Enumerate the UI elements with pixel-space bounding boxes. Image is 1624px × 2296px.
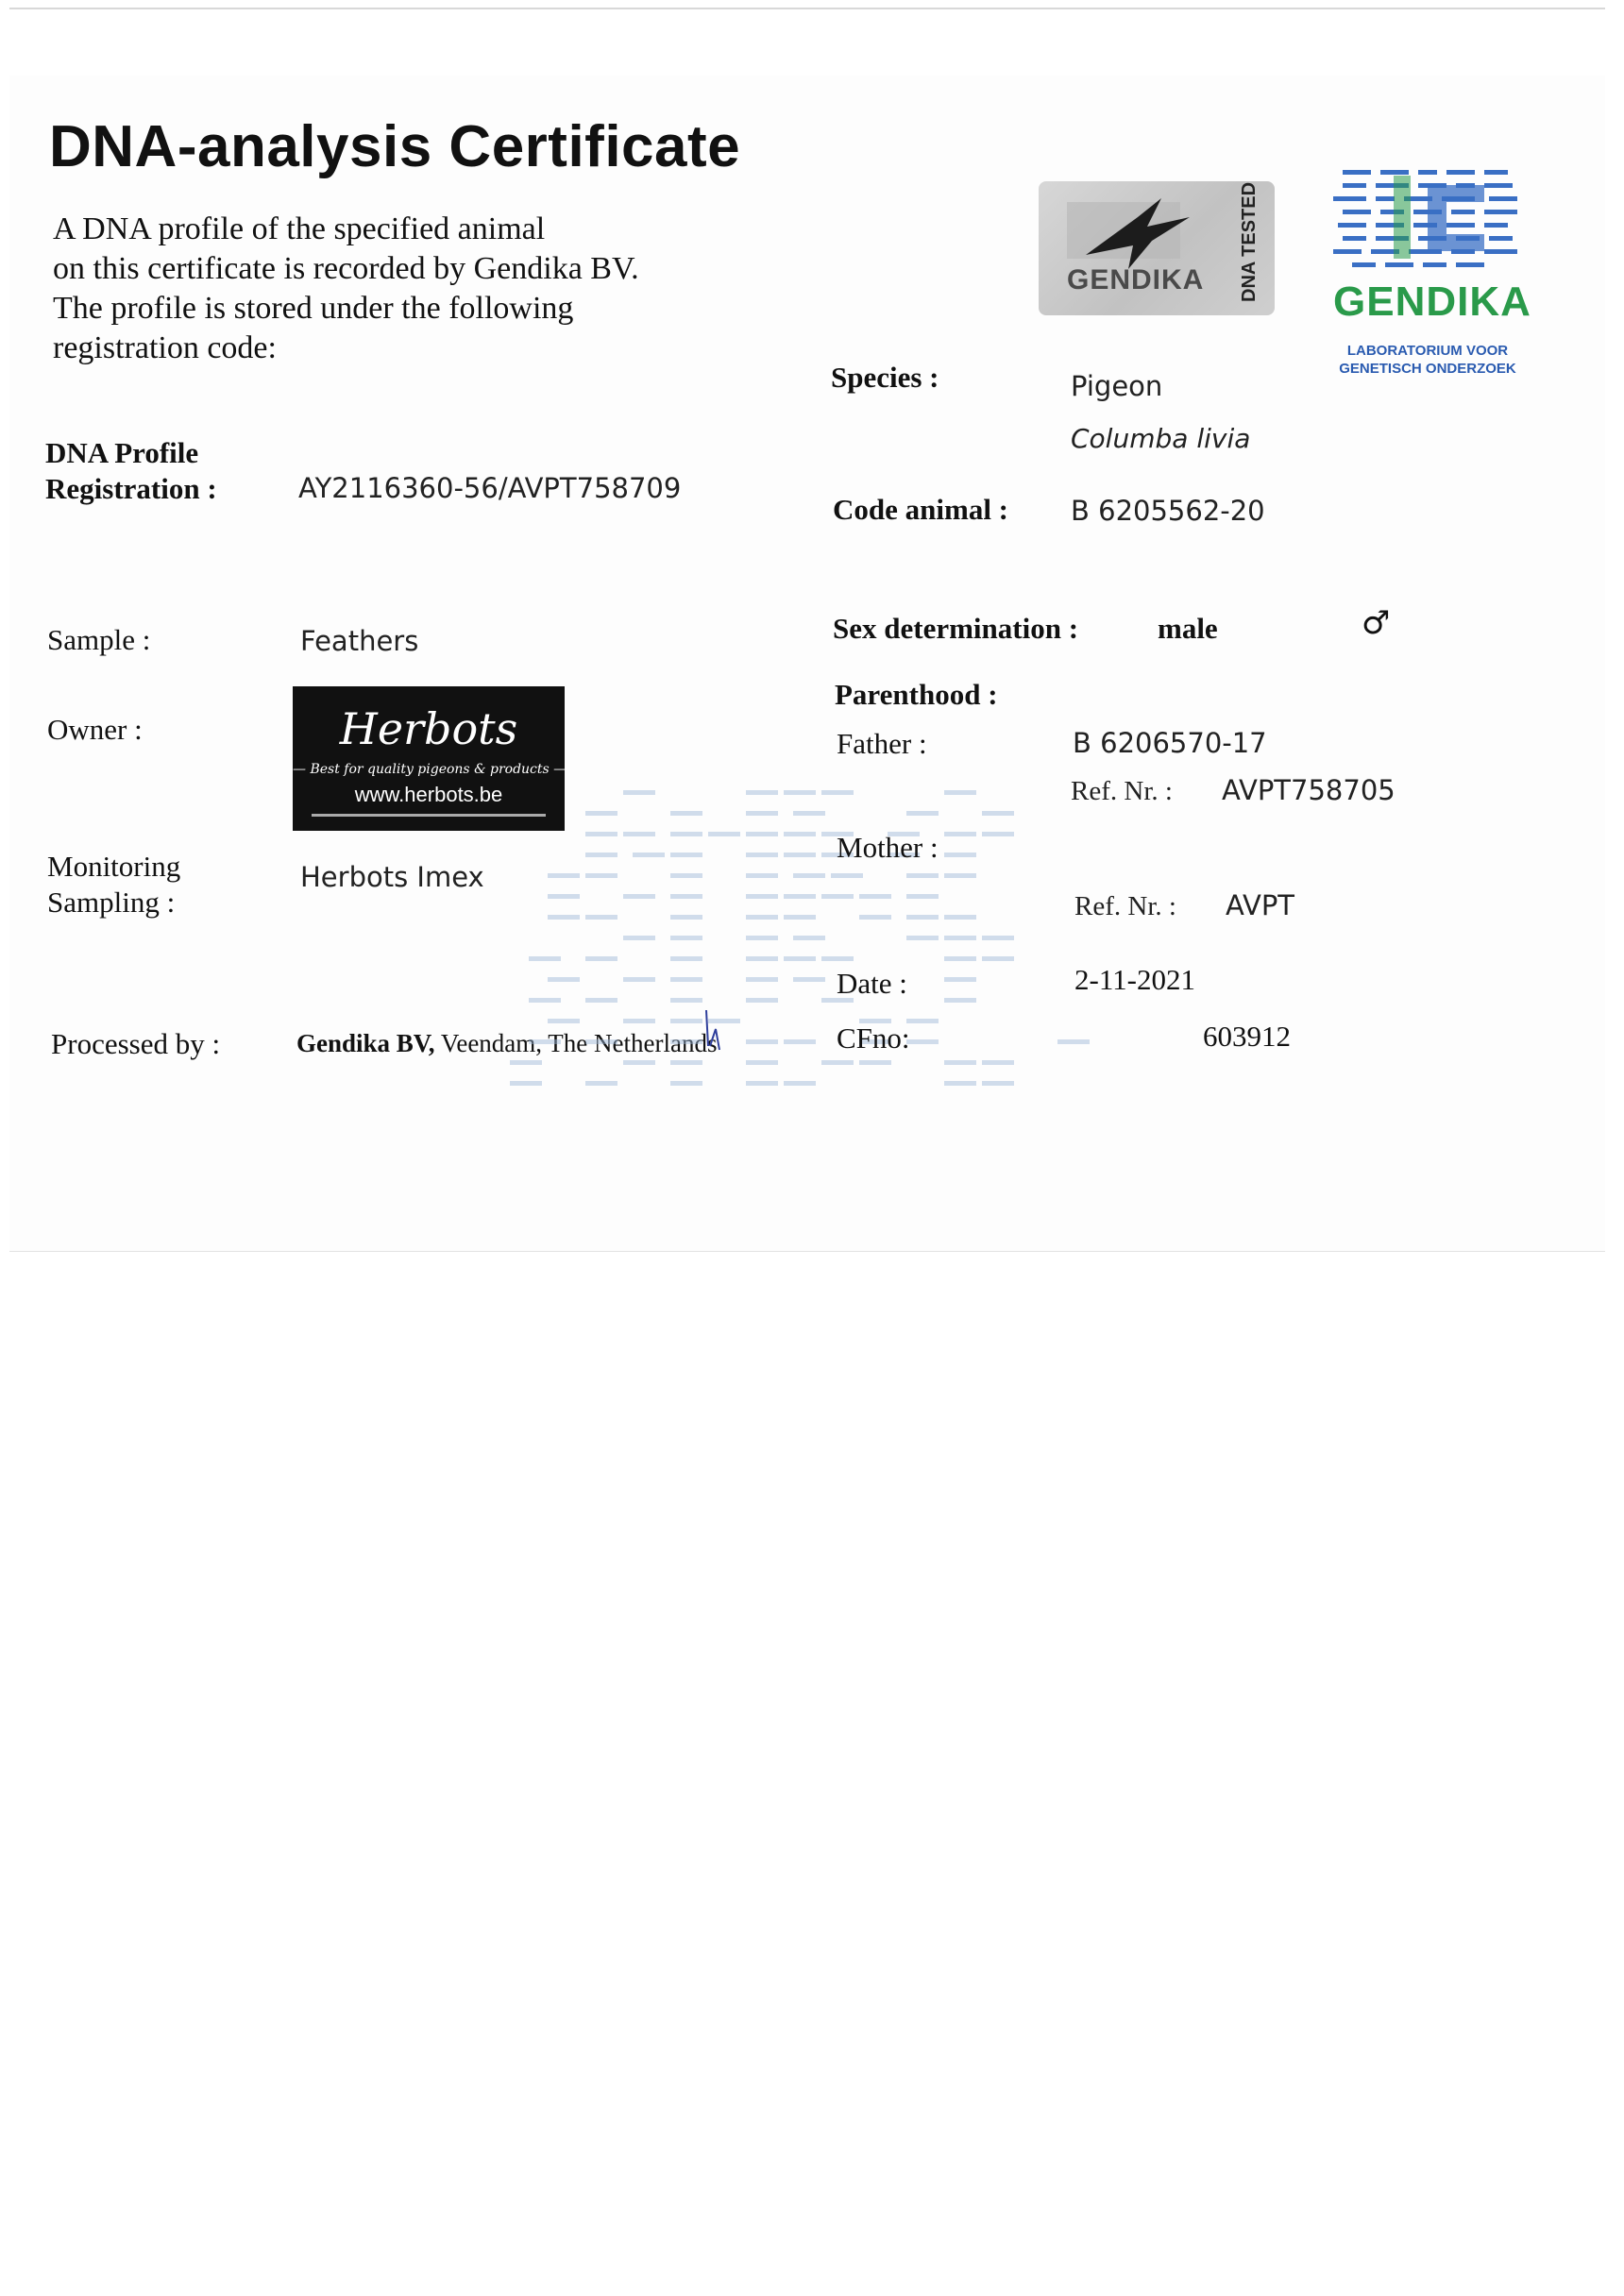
monitoring-label: Monitoring <box>47 850 181 883</box>
species-latin: Columba livia <box>1071 423 1251 454</box>
father-label: Father : <box>837 727 927 760</box>
certificate-intro <box>53 210 733 368</box>
gendika-watermark-icon <box>510 769 1114 1142</box>
owner-label: Owner : <box>47 713 143 746</box>
dna-tested-seal <box>1039 181 1275 315</box>
herbots-url: www.herbots.be <box>354 783 503 806</box>
father-value: B 6206570-17 <box>1073 727 1267 759</box>
mother-ref-label: Ref. Nr. : <box>1074 891 1176 921</box>
species-label: Species : <box>831 361 939 394</box>
registration-code: AY2116360-56/AVPT758709 <box>298 472 682 504</box>
intro-line: registration code: <box>53 330 277 365</box>
seal-side: DNA TESTED <box>1239 181 1260 302</box>
date-value: 2-11-2021 <box>1074 963 1195 996</box>
parenthood-label: Parenthood : <box>835 678 998 711</box>
intro-line: The profile is stored under the following <box>53 291 574 326</box>
species-value: Pigeon <box>1071 370 1163 402</box>
certificate-title: DNA-analysis Certificate <box>49 114 741 179</box>
herbots-name: Herbots <box>339 703 518 754</box>
processed-place: Veendam, The Netherlands <box>434 1029 718 1057</box>
cfno-value: 603912 <box>1203 1020 1291 1053</box>
dna-profile-label: DNA Profile <box>45 436 199 469</box>
intro-line: on this certificate is recorded by Gendika BV. <box>53 251 639 286</box>
herbots-tagline: — Best for quality pigeons & products — <box>293 762 567 777</box>
sample-label: Sample : <box>47 623 151 656</box>
father-ref-value: AVPT758705 <box>1222 774 1396 806</box>
monitoring-value: Herbots Imex <box>300 861 484 893</box>
registration-label: Registration : <box>45 472 217 505</box>
processed-company: Gendika BV, <box>296 1029 435 1057</box>
mother-ref-value: AVPT <box>1226 889 1295 921</box>
male-symbol-icon: ♂ <box>1362 604 1391 642</box>
gendika-wordmark: GENDIKA <box>1333 279 1531 325</box>
code-animal-label: Code animal : <box>833 493 1008 526</box>
father-ref-label: Ref. Nr. : <box>1071 776 1173 806</box>
mother-label: Mother : <box>837 831 939 864</box>
gendika-logo-icon <box>1333 166 1522 272</box>
intro-line: A DNA profile of the specified animal <box>53 211 546 246</box>
sex-label: Sex determination : <box>833 612 1079 645</box>
date-label: Date : <box>837 967 907 1000</box>
sample-value: Feathers <box>300 625 419 657</box>
gendika-subtitle: LABORATORIUM VOOR GENETISCH ONDERZOEK <box>1339 343 1516 377</box>
cfno-label: CFno: <box>837 1021 910 1055</box>
sex-value: male <box>1158 612 1218 645</box>
processed-label: Processed by : <box>51 1027 221 1060</box>
scan-edge-top <box>9 8 1605 9</box>
code-animal-value: B 6205562-20 <box>1071 495 1265 527</box>
sampling-label: Sampling : <box>47 886 176 919</box>
seal-text: GENDIKA <box>1067 264 1205 295</box>
